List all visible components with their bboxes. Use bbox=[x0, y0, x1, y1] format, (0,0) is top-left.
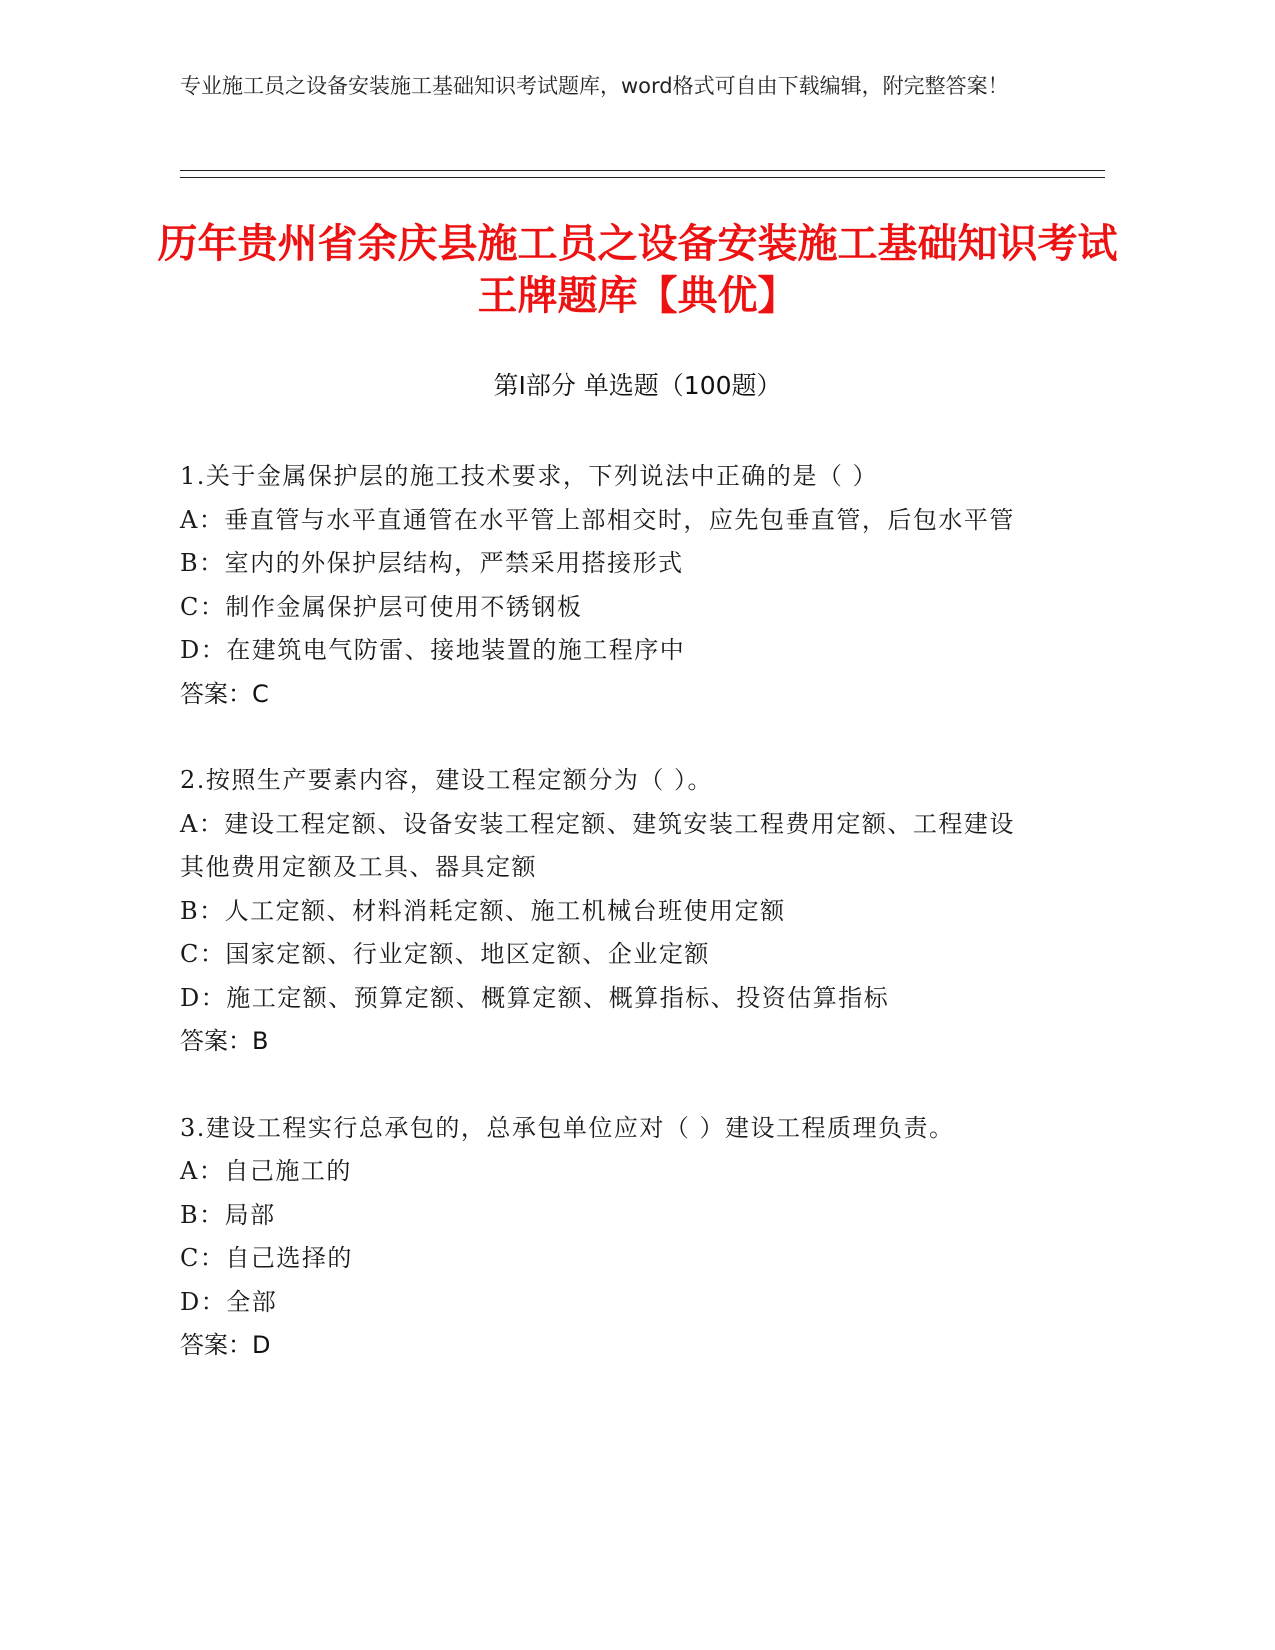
answer-line: 答案：B bbox=[180, 1027, 269, 1055]
option-c: C：自己选择的 bbox=[180, 1244, 353, 1272]
question-3 bbox=[180, 1107, 1040, 1368]
header-divider-top bbox=[180, 170, 1105, 171]
option-b: B：局部 bbox=[180, 1200, 276, 1229]
option-d: D：全部 bbox=[180, 1287, 278, 1316]
header-divider-bottom bbox=[180, 177, 1105, 178]
question-stem: 2.按照生产要素内容，建设工程定额分为（ ）。 bbox=[180, 766, 714, 794]
question-stem: 3.建设工程实行总承包的，总承包单位应对（ ）建设工程质理负责。 bbox=[180, 1113, 955, 1142]
option-c: C：国家定额、行业定额、地区定额、企业定额 bbox=[180, 940, 710, 968]
question-stem: 1.关于金属保护层的施工技术要求，下列说法中正确的是（ ） bbox=[180, 462, 879, 490]
question-1 bbox=[180, 455, 1040, 716]
option-a: A：自己施工的 bbox=[180, 1157, 352, 1185]
document-title: 历年贵州省余庆县施工员之设备安装施工基础知识考试王牌题库【典优】 bbox=[157, 221, 1118, 319]
answer-line: 答案：C bbox=[180, 679, 269, 708]
answer-line: 答案：D bbox=[180, 1331, 271, 1359]
option-a: A：建设工程定额、设备安装工程定额、建筑安装工程费用定额、工程建设其他费用定额及工具、器具定额 bbox=[180, 809, 1015, 881]
option-b: B：人工定额、材料消耗定额、施工机械台班使用定额 bbox=[180, 896, 786, 925]
option-c: C：制作金属保护层可使用不锈钢板 bbox=[180, 592, 583, 621]
question-2 bbox=[180, 759, 1040, 1064]
section-heading: 第I部分 单选题（100题） bbox=[493, 371, 782, 400]
option-d: D：施工定额、预算定额、概算定额、概算指标、投资估算指标 bbox=[180, 983, 890, 1012]
option-a: A：垂直管与水平直通管在水平管上部相交时，应先包垂直管，后包水平管 bbox=[180, 505, 1015, 534]
option-b: B：室内的外保护层结构，严禁采用搭接形式 bbox=[180, 549, 684, 577]
question-list bbox=[180, 455, 1040, 1368]
header-note: 专业施工员之设备安装施工基础知识考试题库，word格式可自由下载编辑，附完整答案！ bbox=[180, 74, 1009, 98]
option-d: D：在建筑电气防雷、接地装置的施工程序中 bbox=[180, 636, 686, 664]
